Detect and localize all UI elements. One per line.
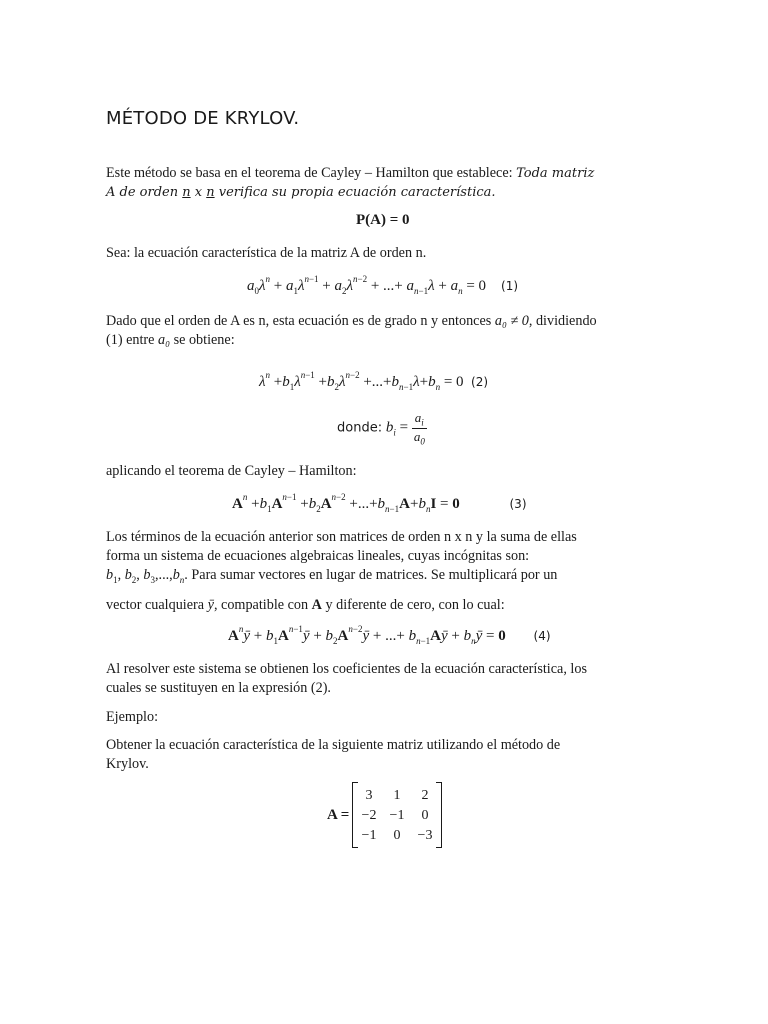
donde-definition: donde: $b_i$ = $\frac{a_i}{a_0}$ [337, 410, 425, 447]
equation-2: $\lambda^n +b_1\lambda^{n-1} +b_2\lambda^{n-2} +...+b_{n-1}\lambda+b_n = 0$ (2) [259, 370, 489, 392]
equation-3: $A^n +b_1A^{n-1} +b_2A^{n-2} +...+b_{n-1}A+b_nI = 0$ (3) [232, 492, 527, 514]
equation-4-label: (4) [533, 629, 551, 643]
ejemplo-label: Ejemplo: [106, 709, 159, 725]
equation-1: $a_0\lambda^n + a_1\lambda^{n-1} + a_2\lambda^{n-2}$ + ...+ $a_{n-1}\lambda + a_n = 0$ (1) [247, 274, 519, 296]
equation-p-of-a: P(A) = 0 [356, 212, 410, 228]
theorem-statement-line1: Toda matriz [516, 166, 595, 181]
sea-paragraph: Sea: la ecuación característica de la matriz A de orden n. [106, 245, 427, 261]
matrix-a [352, 782, 442, 848]
resolver-paragraph: Al resolver este sistema se obtienen los coeficientes de la ecuación característica, los cuales se sustituyen en la expresión (2). [106, 661, 587, 696]
equation-4: $A^nȳ$ + $b_1A^{n-1}ȳ$ + $b_2A^{n-2}ȳ$ + ...+ $b_{n-1}Aȳ$ + $b_nȳ = 0$ (4) [228, 624, 551, 646]
aplicando-paragraph: aplicando el teorema de Cayley – Hamilton: [106, 463, 357, 479]
matrix-cell: −3 [417, 828, 433, 843]
terminos-paragraph: Los términos de la ecuación anterior son matrices de orden n x n y la suma de ellas forma un sistema de ecuaciones algebraicas lineales, cuyas incógnitas son: $b_1$, $b_2$, $b_3,...,b_n$. Para sumar vectores en lugar de matrices. Se multiplicará por un vector cualquiera ȳ, compatible con A y diferente de cero, con lo cual: [106, 529, 577, 613]
matrix-cell: 0 [421, 808, 429, 823]
matrix-cell: 0 [393, 828, 401, 843]
equation-1-label: (1) [501, 279, 519, 293]
matrix-cell: 1 [393, 788, 401, 803]
intro-paragraph [106, 164, 666, 202]
matrix-label: A = [327, 807, 350, 823]
fraction-ai-over-a0: $\frac{a_i}{a_0}$ [413, 410, 425, 447]
intro-text: Este método se basa en el teorema de Cayley – Hamilton que establece: [106, 165, 517, 181]
page-title: MÉTODO DE KRYLOV. [106, 108, 300, 129]
theorem-statement-line2: A de orden n x n verifica su propia ecuación característica. [106, 185, 496, 200]
matrix-a-entries [355, 786, 439, 846]
equation-3-label: (3) [509, 497, 527, 511]
donde-label: donde: [337, 420, 383, 436]
dado-paragraph: Dado que el orden de A es n, esta ecuación es de grado n y entonces a₀ ≠ 0, dividiendo (1) entre a₀ se obtiene: [106, 313, 597, 348]
matrix-cell: −1 [361, 828, 377, 843]
matrix-cell: 2 [421, 788, 429, 803]
matrix-cell: −2 [361, 808, 377, 823]
unknowns-list: $b_1$, $b_2$, $b_3,...,b_n$ [106, 567, 185, 585]
matrix-cell: −1 [389, 808, 405, 823]
obtener-paragraph: Obtener la ecuación característica de la siguiente matriz utilizando el método de Krylov. [106, 737, 561, 772]
equation-2-label: (2) [471, 375, 489, 389]
matrix-cell: 3 [365, 788, 373, 803]
